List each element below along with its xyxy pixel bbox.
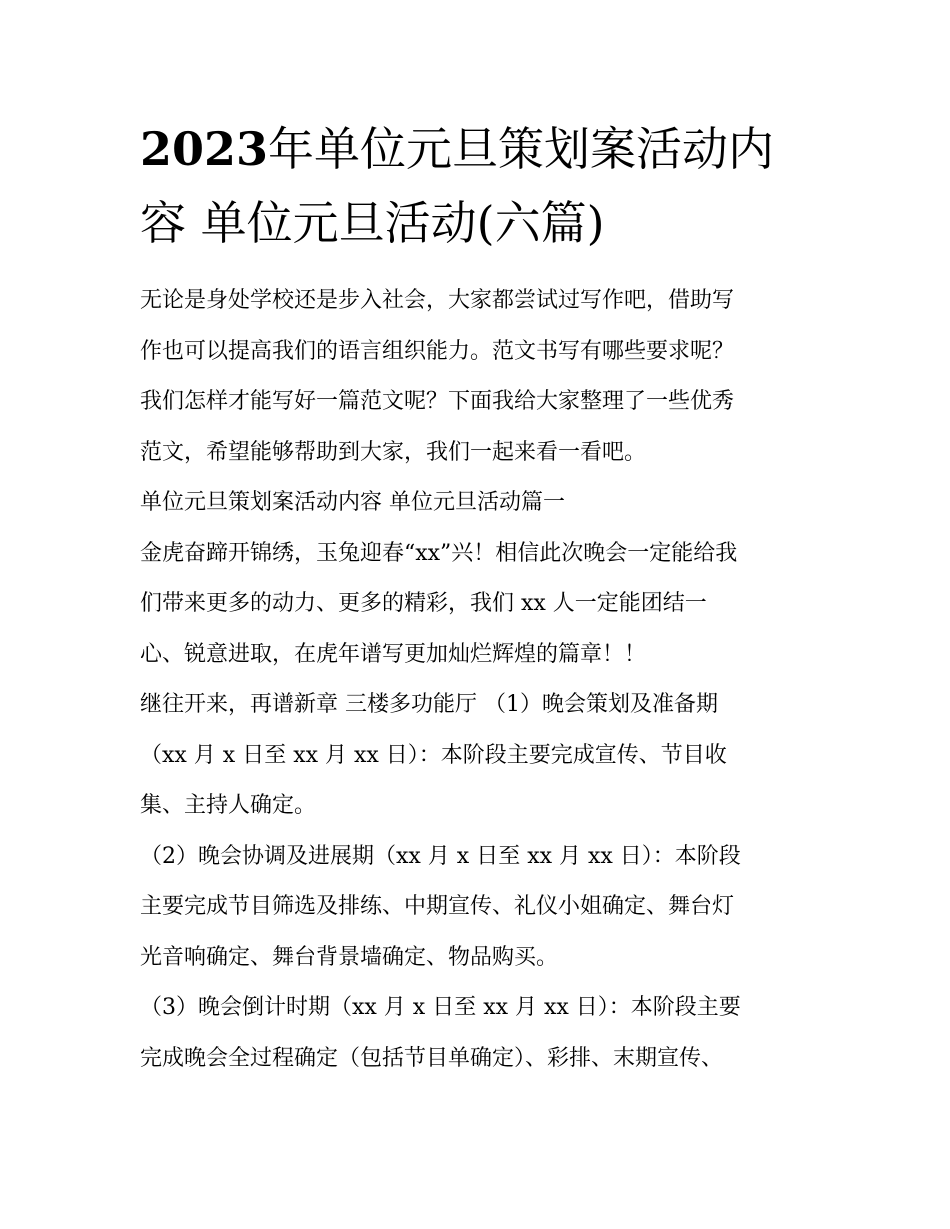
body-line: 作也可以提高我们的语言组织能力。范文书写有哪些要求呢？ — [140, 338, 735, 364]
body-line: 们带来更多的动力、更多的精彩，我们 xx 人一定能团结一 — [140, 591, 707, 616]
body-line: 完成晚会全过程确定（包括节目单确定）、彩排、末期宣传、 — [140, 1045, 724, 1071]
body-line: 光音响确定、舞台背景墙确定、物品购买。 — [140, 944, 559, 970]
title-line-2: 容 单位元旦活动(六篇) — [140, 196, 605, 250]
document-body — [140, 276, 830, 1084]
title-line-1 — [140, 112, 830, 186]
body-line: 金虎奋蹄开锦绣，玉兔迎春“xx”兴！相信此次晚会一定能给我 — [140, 540, 738, 566]
body-line: 集、主持人确定。 — [140, 793, 317, 818]
body-line: 继往开来，再谱新章 三楼多功能厅 （1）晚会策划及准备期 — [140, 692, 718, 717]
title-year: 2023 — [140, 122, 269, 176]
body-line: （3）晚会倒计时期（xx 月 x 日至 xx 月 xx 日）：本阶段主要 — [140, 995, 741, 1020]
body-line: 我们怎样才能写好一篇范文呢？下面我给大家整理了一些优秀 — [140, 389, 735, 414]
document-title — [140, 112, 830, 260]
body-line: 范文，希望能够帮助到大家，我们一起来看一看吧。 — [140, 439, 647, 465]
body-line: 心、锐意进取，在虎年谱写更加灿烂辉煌的篇章！！ — [140, 641, 647, 667]
body-line: 无论是身处学校还是步入社会，大家都尝试过写作吧，借助写 — [140, 288, 735, 313]
body-line: （xx 月 x 日至 xx 月 xx 日）：本阶段主要完成宣传、节目收 — [140, 742, 727, 768]
title-line-1-text: 年单位元旦策划案活动内 — [268, 122, 775, 176]
body-line: 主要完成节目筛选及排练、中期宣传、礼仪小姐确定、舞台灯 — [140, 894, 735, 919]
section-heading: 单位元旦策划案活动内容 单位元旦活动篇一 — [140, 490, 565, 515]
body-line: （2）晚会协调及进展期（xx 月 x 日至 xx 月 xx 日）：本阶段 — [140, 843, 741, 869]
